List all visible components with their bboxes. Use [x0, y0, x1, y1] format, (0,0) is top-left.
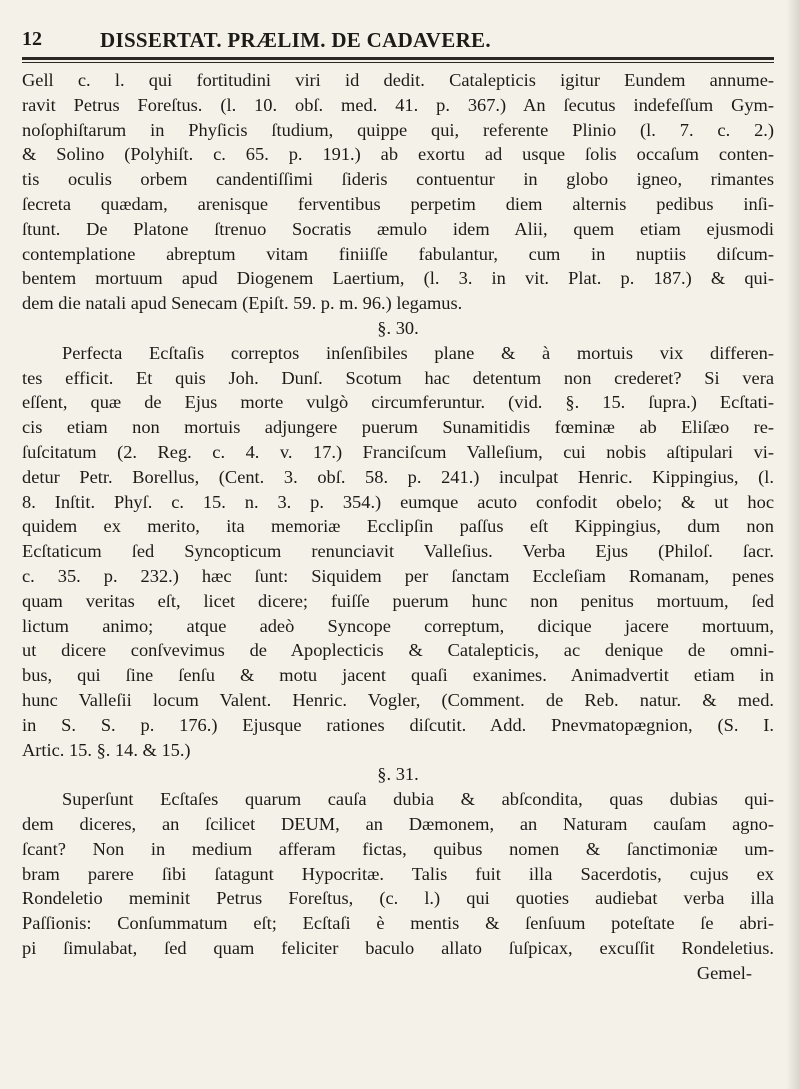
page-header — [22, 22, 774, 56]
text-line: Paſſionis: Conſummatum eſt; Ecſtaſi è mentis & ſenſuum poteſtate ſe abri- — [22, 913, 774, 934]
text-line: Rondeletio meminit Petrus Foreſtus, (c. l.) qui quoties audiebat verba illa — [22, 888, 774, 909]
text-line: noſophiſtarum in Phyſicis ſtudium, quippe qui, referente Plinio (l. 7. c. 2.) — [22, 119, 774, 140]
text-line: dem diceres, an ſcilicet DEUM, an Dæmonem, an Naturam cauſam agno- — [22, 813, 774, 834]
section-heading: §. 31. — [377, 764, 419, 785]
text-line: eſſent, quæ de Ejus morte vulgò circumferuntur. (vid. §. 15. ſupra.) Ecſtati- — [22, 392, 774, 413]
text-line: ſtunt. De Platone ſtrenuo Socratis æmulo idem Alii, quem etiam ejusmodi — [22, 218, 774, 239]
section-heading: §. 30. — [377, 317, 419, 338]
text-line: lictum animo; atque adeò Syncope correptum, dicique jacere mortuum, — [22, 615, 774, 636]
text-line: & Solino (Polyhiſt. c. 65. p. 191.) ab exortu ad usque ſolis occaſum conten- — [22, 144, 774, 165]
text-line: Ecſtaticum ſed Syncopticum renunciavit Valleſius. Verba Ejus (Philoſ. ſacr. — [22, 541, 774, 562]
text-line: Artic. 15. §. 14. & 15.) — [22, 739, 191, 760]
running-title: DISSERTAT. PRÆLIM. DE CADAVERE. — [100, 28, 491, 52]
text-line: ut dicere conſvevimus de Apoplecticis & Catalepticis, ac denique de omni- — [22, 640, 774, 661]
page-edge-shadow — [786, 0, 800, 1089]
text-line: 8. Inſtit. Phyſ. c. 15. n. 3. p. 354.) eumque acuto confodit obelo; & ut hoc — [22, 491, 774, 512]
text-line: c. 35. p. 232.) hæc ſunt: Siquidem per ſanctam Eccleſiam Romanam, penes — [22, 565, 774, 586]
text-line: quidem ex merito, ita memoriæ Ecclipſin paſſus eſt Kippingius, dum non — [22, 516, 774, 537]
text-line: detur Petr. Borellus, (Cent. 3. obſ. 58. p. 241.) inculpat Henric. Kippingius, (l. — [22, 466, 774, 487]
text-line: tis oculis orbem candentiſſimi ſideris contuentur in globo igneo, rimantes — [22, 169, 774, 190]
catchword: Gemel- — [696, 962, 752, 983]
text-line: pi ſimulabat, ſed quam feliciter baculo allato ſuſpicax, excuſſit Rondeletius. — [22, 937, 774, 958]
text-line: Superſunt Ecſtaſes quarum cauſa dubia & abſcondita, quas dubias qui- — [62, 789, 774, 810]
text-line: in S. S. p. 176.) Ejusque rationes diſcutit. Add. Pnevmatopægnion, (S. I. — [22, 714, 774, 735]
text-line: cis etiam non mortuis adjungere puerum Sunamitidis fœminæ ab Eliſæo re- — [22, 417, 774, 438]
text-line: ſecreta quædam, arenisque ferventibus perpetim diem alternis pedibus inſi- — [22, 193, 774, 214]
text-line: bus, qui ſine ſenſu & motu jacent quaſi exanimes. Animadvertit etiam in — [22, 665, 774, 686]
text-line: ſcant? Non in medium afferam fictas, quibus nomen & ſanctimoniæ um- — [22, 838, 774, 859]
text-line: bram parere ſibi ſatagunt Hypocritæ. Talis fuit illa Sacerdotis, cujus ex — [22, 863, 774, 884]
text-line: dem die natali apud Senecam (Epiſt. 59. p. m. 96.) legamus. — [22, 293, 463, 314]
text-line: ravit Petrus Foreſtus. (l. 10. obſ. med. 41. p. 367.) An ſecutus indefeſſum Gym- — [22, 94, 774, 115]
text-line: quam veritas eſt, licet dicere; fuiſſe puerum hunc non penitus mortuum, ſed — [22, 590, 774, 611]
header-rule-thin — [22, 62, 774, 63]
text-line: ſuſcitatum (2. Reg. c. 4. v. 17.) Franciſcum Valleſium, cui nobis aſtipulari vi- — [22, 441, 774, 462]
text-line: contemplatione abreptum vitam finiiſſe fabulantur, cum in nuptiis diſcum- — [22, 243, 774, 264]
text-line: hunc Valleſii locum Valent. Henric. Vogler, (Comment. de Reb. natur. & med. — [22, 689, 774, 710]
page-number: 12 — [22, 28, 42, 50]
text-line: tes efficit. Et quis Joh. Dunſ. Scotum hac detentum non crederet? Si vera — [22, 367, 774, 388]
body-text — [22, 68, 774, 985]
text-line: bentem mortuum apud Diogenem Laertium, (l. 3. in vit. Plat. p. 187.) & qui- — [22, 268, 774, 289]
text-line: Perfecta Ecſtaſis correptos inſenſibiles plane & à mortuis vix differen- — [62, 342, 774, 363]
header-rule — [22, 57, 774, 60]
text-line: Gell c. l. qui fortitudini viri id dedit. Catalepticis igitur Eundem annume- — [22, 70, 774, 90]
